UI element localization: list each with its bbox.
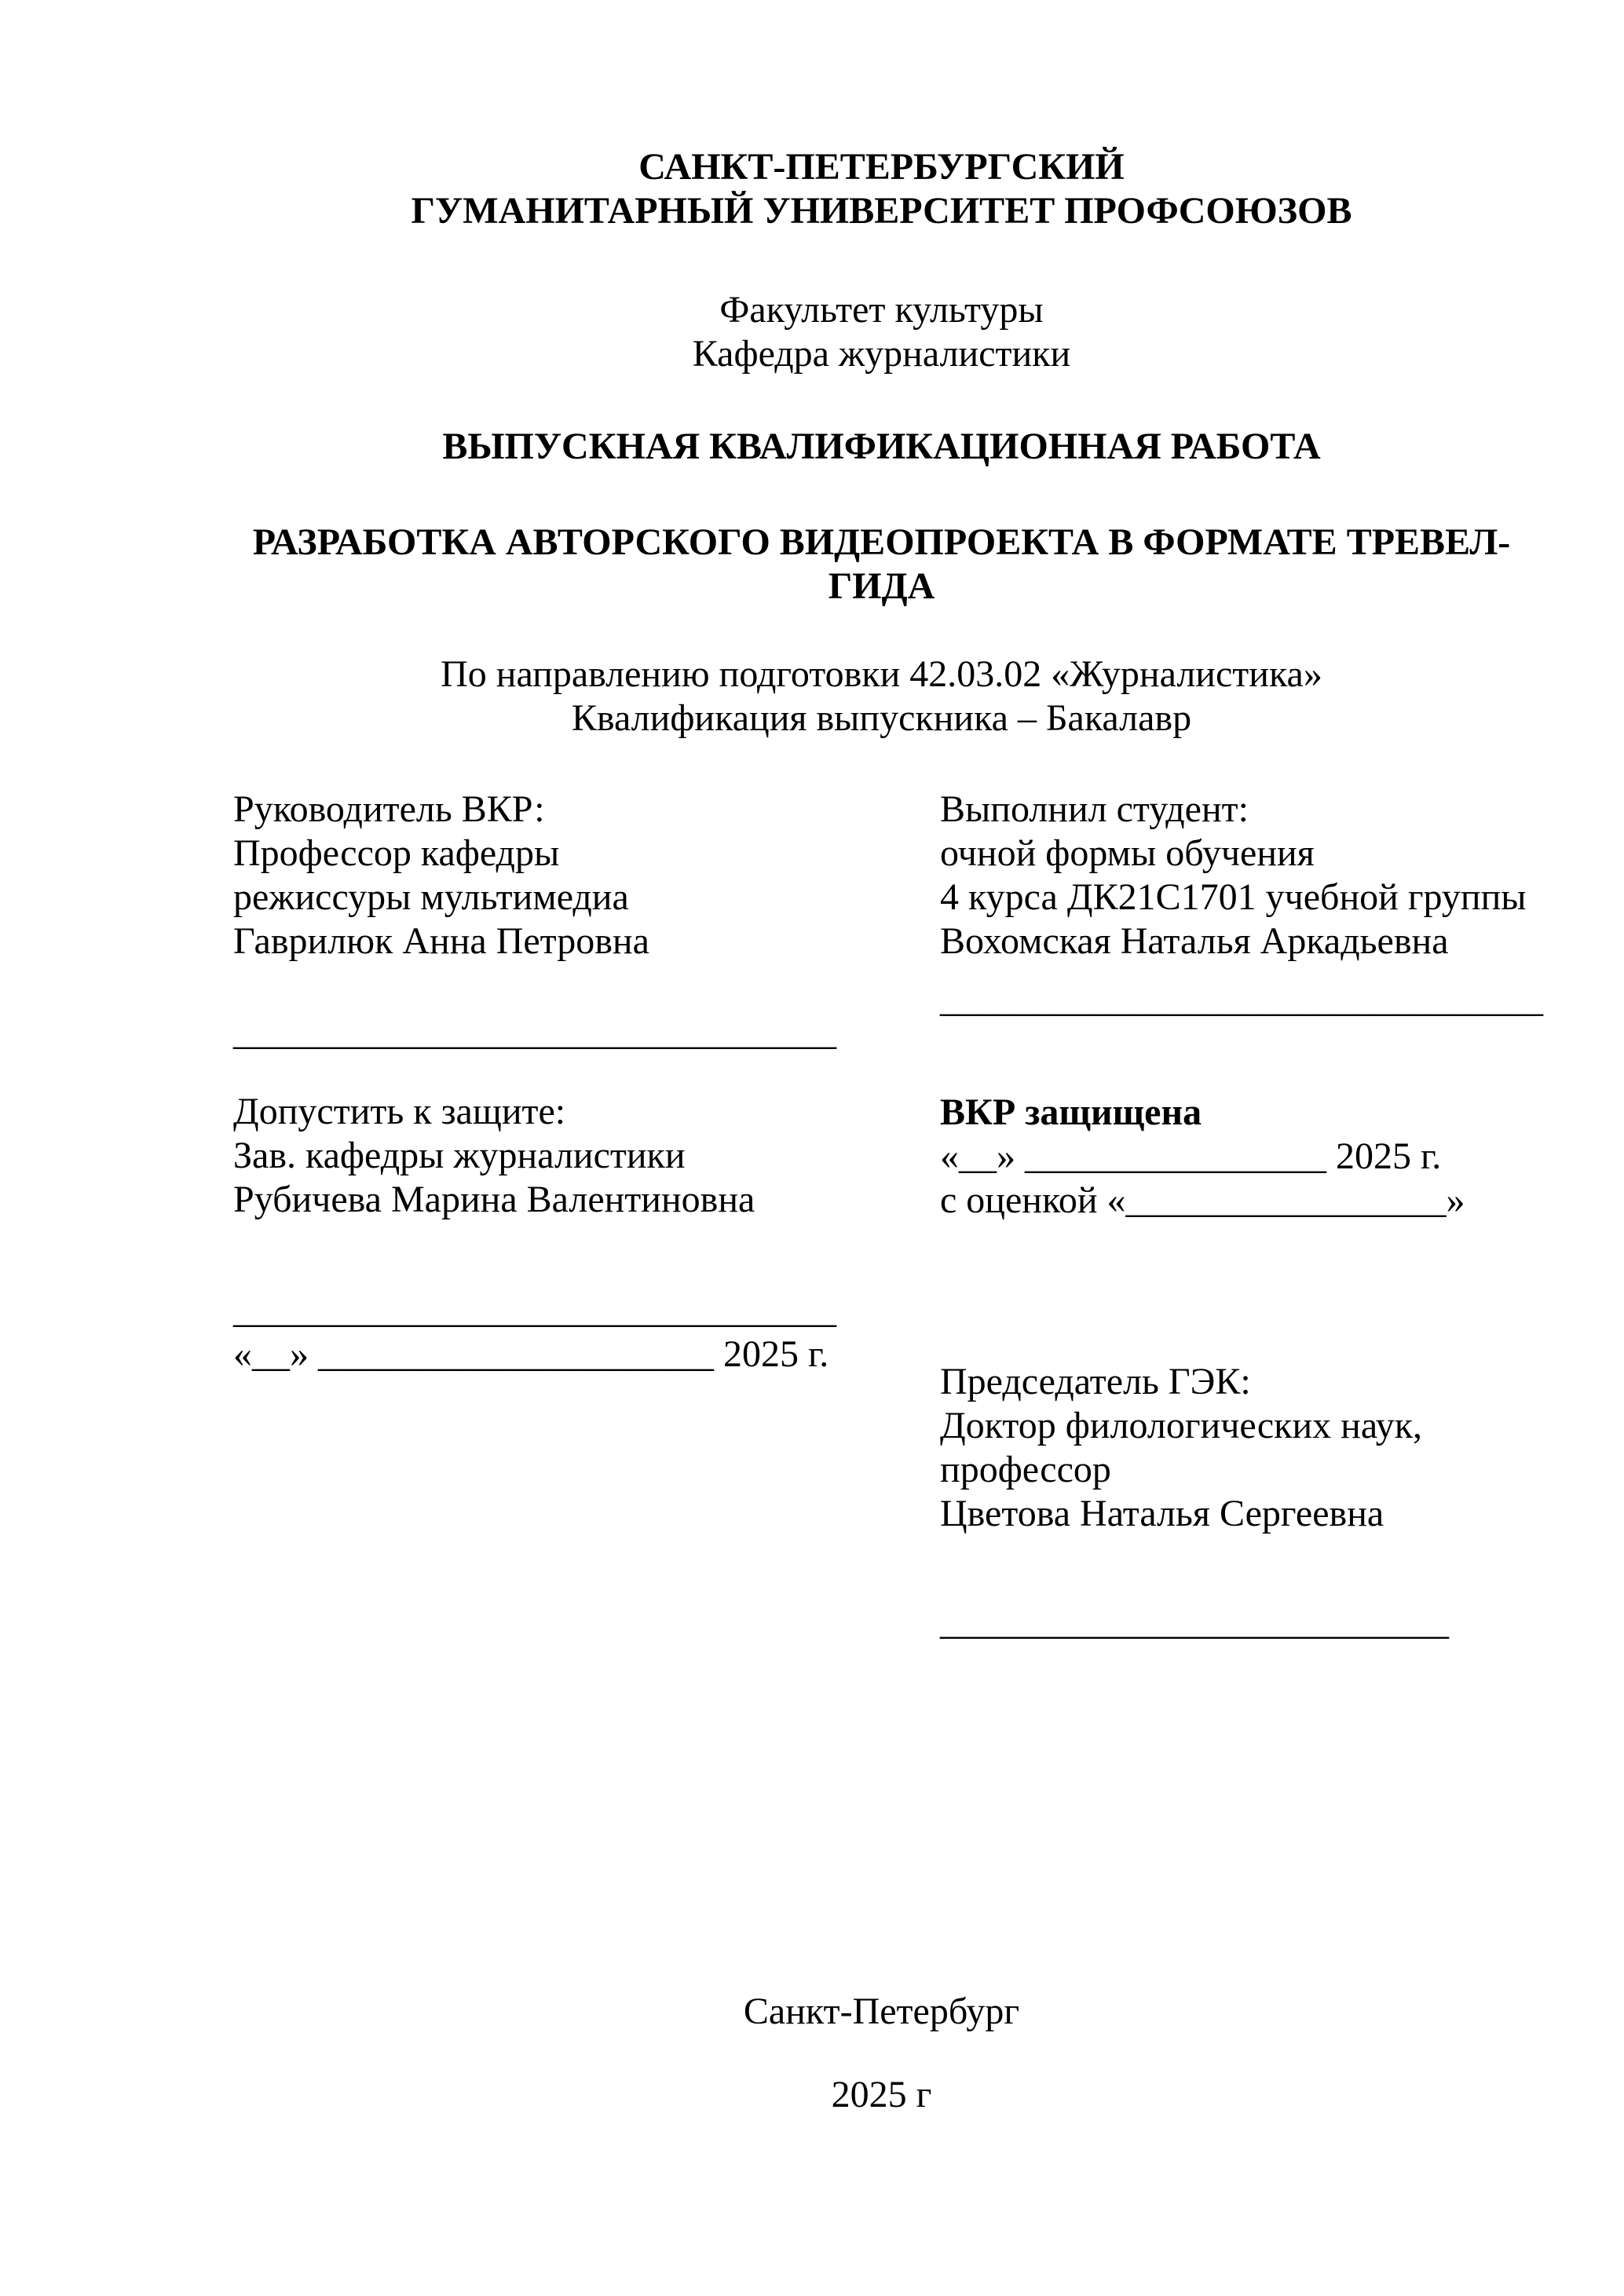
student-signature-line: ________________________________	[940, 978, 1543, 1020]
faculty-department-block	[233, 288, 1530, 376]
university-name	[233, 145, 1530, 233]
committee-signature-line: ___________________________	[940, 1601, 1449, 1643]
faculty-name: Факультет культуры	[719, 289, 1044, 331]
student-name: Вохомская Наталья Аркадьевна	[940, 920, 1449, 962]
student-detail-line-2: 4 курса ДК21С1701 учебной группы	[940, 876, 1527, 918]
committee-chair-position-line-2: профессор	[940, 1449, 1111, 1490]
supervisor-label: Руководитель ВКР:	[233, 788, 545, 830]
defense-grade-line: с оценкой «_________________»	[940, 1179, 1465, 1221]
supervisor-position-line-1: Профессор кафедры	[233, 832, 560, 874]
admission-signature-line: ________________________________	[233, 1289, 836, 1331]
left-column	[233, 788, 940, 1644]
signature-columns	[233, 788, 1543, 1644]
city: Санкт-Петербург	[743, 1991, 1020, 2032]
admission-label: Допустить к защите:	[233, 1091, 566, 1132]
defense-label: ВКР защищена	[940, 1091, 1202, 1133]
defense-date-line: «__» ________________ 2025 г.	[940, 1135, 1442, 1177]
supervisor-position-line-2: режиссуры мультимедиа	[233, 876, 629, 918]
admission-name: Рубичева Марина Валентиновна	[233, 1179, 755, 1220]
committee-chair-label: Председатель ГЭК:	[940, 1361, 1251, 1402]
work-title	[233, 521, 1530, 609]
work-title-line-2: ГИДА	[828, 565, 935, 607]
student-label: Выполнил студент:	[940, 788, 1249, 830]
admission-position: Зав. кафедры журналистики	[233, 1135, 686, 1176]
department-name: Кафедра журналистики	[692, 333, 1071, 375]
committee-chair-position-line-1: Доктор филологических наук,	[940, 1405, 1423, 1446]
admission-date-line: «__» _____________________ 2025 г.	[233, 1333, 829, 1375]
supervisor-name: Гаврилюк Анна Петровна	[233, 920, 649, 962]
student-detail-line-1: очной формы обучения	[940, 832, 1315, 874]
program-block	[233, 653, 1530, 740]
year: 2025 г	[831, 2074, 932, 2115]
direction-of-study: По направлению подготовки 42.03.02 «Журналистика»	[441, 653, 1322, 695]
graduate-qualification: Квалификация выпускника – Бакалавр	[571, 697, 1192, 739]
supervisor-signature-line: ________________________________	[233, 1011, 836, 1053]
committee-chair-name: Цветова Наталья Сергеевна	[940, 1493, 1384, 1534]
work-type-heading: ВЫПУСКНАЯ КВАЛИФИКАЦИОННАЯ РАБОТА	[442, 426, 1321, 467]
university-name-line-1: САНКТ-ПЕТЕРБУРГСКИЙ	[638, 146, 1125, 188]
university-name-line-2: ГУМАНИТАРНЫЙ УНИВЕРСИТЕТ ПРОФСОЮЗОВ	[411, 190, 1352, 232]
work-title-line-1: РАЗРАБОТКА АВТОРСКОГО ВИДЕОПРОЕКТА В ФОРМАТЕ ТРЕВЕЛ-	[252, 521, 1511, 563]
right-column	[940, 788, 1543, 1644]
